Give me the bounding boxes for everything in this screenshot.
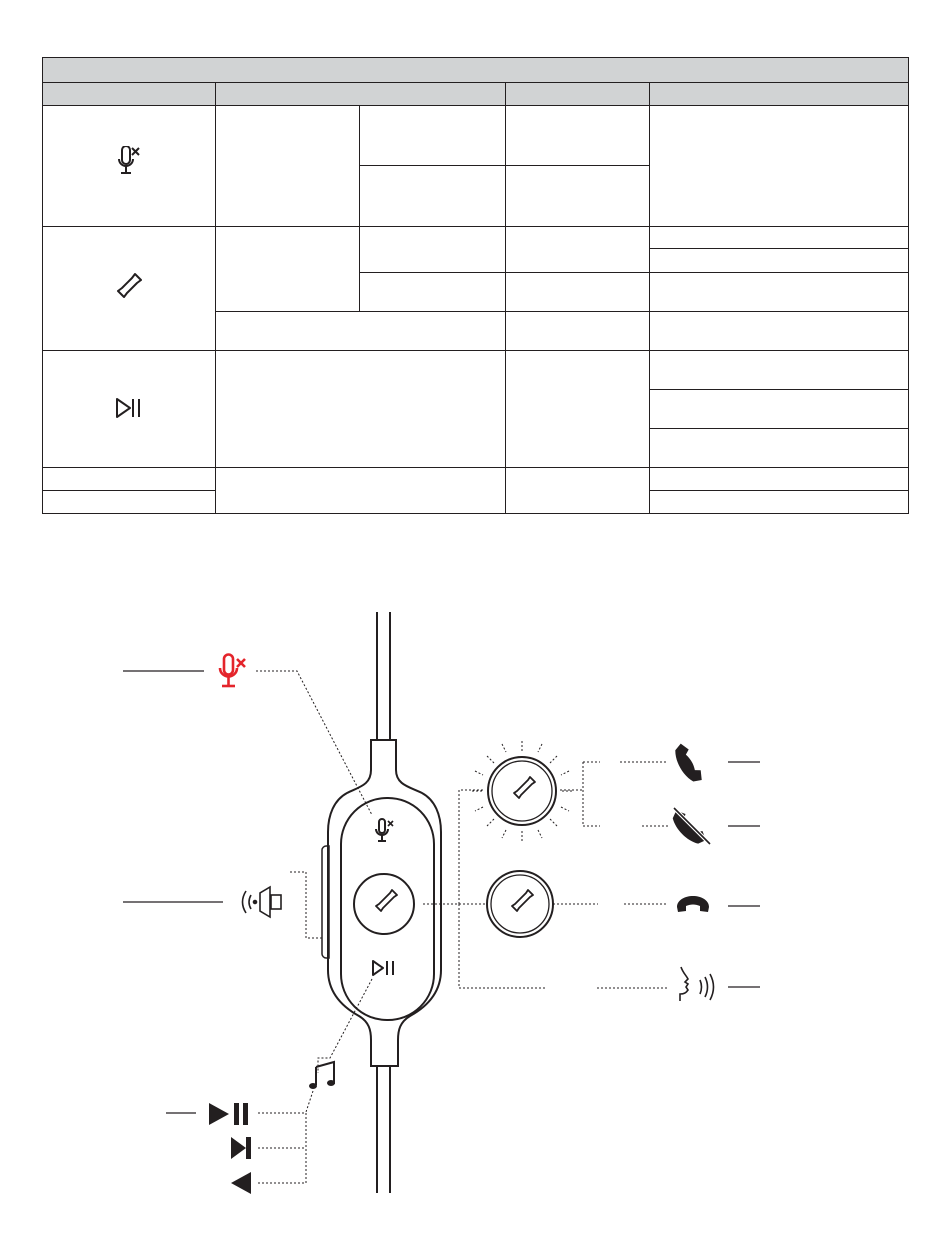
controller-call-button[interactable] bbox=[354, 874, 414, 934]
call-active-icon bbox=[487, 871, 553, 937]
mute-row-icon-cell bbox=[43, 105, 216, 227]
cell bbox=[650, 428, 909, 468]
cell bbox=[506, 312, 650, 351]
header-action bbox=[216, 83, 506, 105]
cell bbox=[43, 490, 216, 513]
play-pause-solid-icon bbox=[209, 1103, 248, 1125]
call-row-icon-cell bbox=[43, 227, 216, 351]
cell bbox=[650, 249, 909, 272]
cell bbox=[216, 227, 360, 312]
cell bbox=[650, 105, 909, 227]
mute-icon bbox=[114, 146, 144, 182]
header-button bbox=[43, 83, 216, 105]
cell bbox=[650, 390, 909, 429]
mute-red-icon bbox=[220, 655, 245, 687]
phone-decline-icon bbox=[667, 808, 710, 849]
cell bbox=[360, 272, 506, 312]
leader-lines bbox=[256, 671, 668, 1183]
music-note-icon bbox=[309, 1062, 335, 1089]
cell bbox=[506, 350, 650, 468]
cell bbox=[360, 227, 506, 273]
speaker-volume-icon bbox=[243, 887, 282, 917]
cell bbox=[650, 468, 909, 490]
call-flashing-icon bbox=[472, 741, 572, 841]
play-row-icon-cell bbox=[43, 350, 216, 468]
cell bbox=[216, 312, 506, 351]
header-duration bbox=[506, 83, 650, 105]
cell bbox=[506, 227, 650, 273]
cell bbox=[216, 105, 360, 227]
table-title bbox=[43, 58, 909, 83]
cell bbox=[506, 166, 650, 227]
controller-play-pause-icon[interactable] bbox=[373, 961, 393, 975]
call-icon bbox=[114, 272, 144, 302]
play-pause-icon bbox=[114, 396, 144, 420]
functions-table bbox=[42, 57, 909, 514]
cell bbox=[650, 272, 909, 312]
controller-mute-icon[interactable] bbox=[376, 819, 393, 841]
cell bbox=[650, 227, 909, 249]
cell bbox=[650, 350, 909, 390]
previous-track-icon bbox=[231, 1172, 251, 1194]
phone-answer-icon bbox=[670, 742, 705, 787]
phone-hangup-icon bbox=[677, 896, 709, 912]
cell bbox=[360, 166, 506, 227]
next-track-icon bbox=[231, 1137, 251, 1159]
cell bbox=[216, 350, 506, 468]
cell bbox=[216, 468, 506, 514]
cell bbox=[506, 468, 650, 514]
cell bbox=[650, 312, 909, 351]
controller-diagram bbox=[0, 540, 950, 1248]
cell bbox=[506, 105, 650, 166]
cell bbox=[43, 468, 216, 490]
voice-assistant-icon bbox=[680, 967, 714, 1001]
cell bbox=[506, 272, 650, 312]
cell bbox=[360, 105, 506, 166]
header-function bbox=[650, 83, 909, 105]
cell bbox=[650, 490, 909, 513]
